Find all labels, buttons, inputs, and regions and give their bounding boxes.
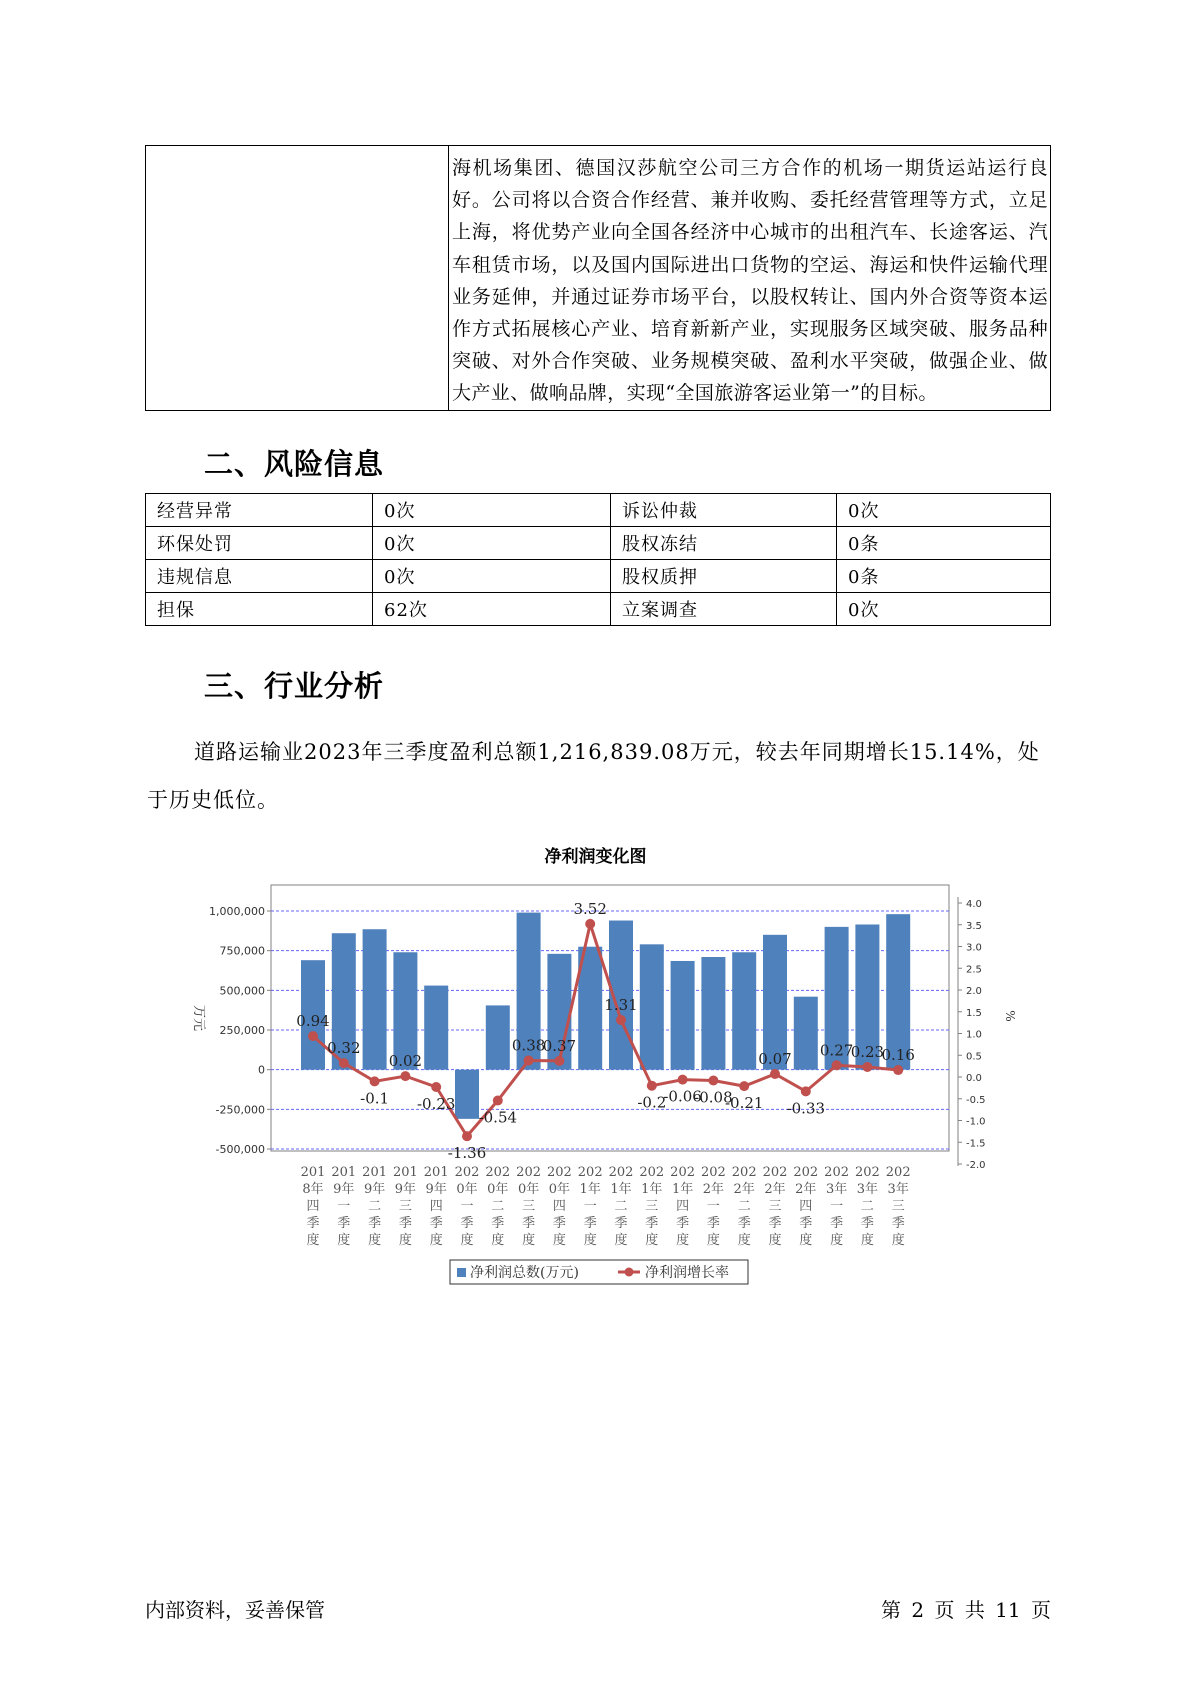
risk-value: 0次 <box>837 494 1051 527</box>
growth-point <box>554 1056 564 1066</box>
category-label: 季 <box>522 1216 536 1231</box>
category-label: 0年 <box>487 1182 509 1197</box>
risk-label: 环保处罚 <box>146 527 373 560</box>
category-label: 度 <box>583 1233 597 1248</box>
category-label: 二 <box>860 1199 874 1214</box>
category-label: 2年 <box>702 1182 725 1197</box>
category-label: 2年 <box>795 1182 817 1197</box>
category-label: 一 <box>830 1199 844 1214</box>
bar <box>455 1070 479 1119</box>
right-tick-label: 0.0 <box>966 1073 982 1084</box>
right-tick-label: 2.5 <box>966 964 982 976</box>
category-label: 季 <box>368 1216 382 1231</box>
category-label: 202 <box>824 1165 850 1180</box>
left-tick-label: 1,000,000 <box>209 905 265 918</box>
data-label: 3.52 <box>573 899 607 918</box>
category-label: 202 <box>700 1165 726 1180</box>
category-label: 度 <box>799 1233 813 1248</box>
category-label: 1年 <box>579 1182 601 1197</box>
category-label: 0年 <box>456 1182 478 1197</box>
category-label: 度 <box>337 1233 351 1248</box>
category-label: 季 <box>552 1216 566 1231</box>
category-label: 202 <box>608 1165 634 1180</box>
risk-value: 0次 <box>373 494 611 527</box>
growth-point <box>647 1081 657 1091</box>
intro-text: 海机场集团、德国汉莎航空公司三方合作的机场一期货运站运行良好。公司将以合资合作经营、兼并收购、委托经营管理等方式，立足上海，将优势产业向全国各经济中心城市的出租汽车、长途客运、汽车租赁市场，以及国内国际进出口货物的空运、海运和快件运输代理业务延伸，并通过证券市场平台，以股权转让、国内外合资等资本运作方式拓展核心产业、培育新新产业，实现服务区域突破、服务品种突破、对外合作突破、业务规模突破、盈利水平突破，做强企业、做大产业、做响品牌，实现“全国旅游客运业第一”的目标。 <box>452 157 1048 405</box>
category-label: 201 <box>300 1165 326 1180</box>
growth-point <box>524 1055 534 1065</box>
right-tick-label: 4.0 <box>966 899 982 910</box>
category-label: 度 <box>429 1233 443 1248</box>
category-label: 二 <box>368 1199 382 1214</box>
data-label: -0.1 <box>360 1089 390 1108</box>
category-label: 度 <box>614 1233 628 1248</box>
legend-line-label: 净利润增长率 <box>645 1265 729 1281</box>
category-label: 202 <box>454 1165 480 1180</box>
category-label: 度 <box>398 1233 412 1248</box>
category-label: 度 <box>491 1233 505 1248</box>
risk-label: 担保 <box>146 593 373 626</box>
data-label: -0.08 <box>694 1088 733 1107</box>
data-label: 0.37 <box>542 1036 577 1055</box>
risk-label: 股权质押 <box>611 560 837 593</box>
industry-paragraph: 道路运输业2023年三季度盈利总额1,216,839.08万元，较去年同期增长15.14%，处于历史低位。 <box>147 740 1040 812</box>
category-label: 三 <box>398 1199 412 1214</box>
data-label: -0.33 <box>786 1099 826 1118</box>
bar <box>671 961 695 1070</box>
risk-value: 62次 <box>373 593 611 626</box>
category-label: 二 <box>491 1199 505 1214</box>
category-label: 一 <box>706 1199 720 1214</box>
intro-label-cell <box>146 146 449 411</box>
category-label: 季 <box>830 1216 844 1231</box>
table-row <box>146 560 1051 593</box>
category-label: 202 <box>731 1165 757 1180</box>
category-label: 度 <box>891 1233 905 1248</box>
growth-point <box>801 1086 811 1096</box>
growth-point <box>370 1076 380 1086</box>
category-label: 季 <box>491 1216 505 1231</box>
chart-title: 净利润变化图 <box>544 847 647 867</box>
left-tick-label: 750,000 <box>219 944 265 958</box>
risk-value: 0次 <box>373 560 611 593</box>
category-label: 季 <box>337 1216 351 1231</box>
table-row <box>146 527 1051 560</box>
category-label: 四 <box>676 1199 690 1214</box>
growth-point <box>462 1131 472 1141</box>
growth-point <box>832 1060 842 1070</box>
industry-heading: 三、行业分析 <box>204 669 385 703</box>
category-label: 度 <box>522 1233 536 1248</box>
left-axis-title: 万元 <box>191 1004 206 1032</box>
left-tick-label: -500,000 <box>215 1143 265 1156</box>
bar <box>363 929 387 1069</box>
growth-point <box>770 1069 780 1079</box>
category-label: 202 <box>577 1165 603 1180</box>
category-label: 季 <box>768 1216 782 1231</box>
growth-point <box>431 1082 441 1092</box>
right-tick-label: 1.5 <box>966 1007 982 1019</box>
category-label: 202 <box>854 1165 880 1180</box>
growth-point <box>339 1058 349 1068</box>
right-tick-label: -1.5 <box>966 1138 986 1150</box>
legend-line-marker <box>625 1268 634 1277</box>
footer-confidential: 内部资料，妥善保管 <box>145 1598 325 1622</box>
right-tick-label: 0.5 <box>966 1051 982 1063</box>
category-label: 度 <box>768 1233 782 1248</box>
category-label: 2年 <box>764 1182 786 1197</box>
data-label: 0.07 <box>758 1049 792 1068</box>
category-label: 202 <box>546 1165 572 1180</box>
risk-label: 股权冻结 <box>611 527 837 560</box>
category-label: 二 <box>737 1199 751 1214</box>
growth-point <box>308 1031 318 1041</box>
category-label: 3年 <box>856 1182 879 1197</box>
data-label: -0.23 <box>416 1095 456 1114</box>
category-label: 度 <box>552 1233 566 1248</box>
data-label: 0.02 <box>388 1052 423 1071</box>
bar <box>486 1005 510 1069</box>
category-label: 1年 <box>641 1182 663 1197</box>
category-label: 度 <box>830 1233 844 1248</box>
category-label: 三 <box>522 1199 536 1214</box>
category-label: 三 <box>768 1199 782 1214</box>
risk-label: 违规信息 <box>146 560 373 593</box>
category-label: 202 <box>485 1165 511 1180</box>
category-label: 1年 <box>610 1182 632 1197</box>
risk-value: 0条 <box>837 560 1051 593</box>
bar <box>794 997 818 1070</box>
right-tick-label: 3.5 <box>966 920 982 932</box>
risk-value: 0次 <box>373 527 611 560</box>
category-label: 202 <box>516 1165 542 1180</box>
category-label: 季 <box>891 1216 905 1231</box>
category-label: 二 <box>614 1199 628 1214</box>
bar <box>732 952 756 1069</box>
right-tick-label: -2.0 <box>966 1160 986 1171</box>
data-label: -0.54 <box>478 1108 518 1127</box>
category-label: 度 <box>460 1233 474 1248</box>
category-label: 季 <box>737 1216 751 1231</box>
category-label: 201 <box>331 1165 357 1180</box>
data-label: -0.06 <box>663 1087 702 1106</box>
category-label: 一 <box>337 1199 351 1214</box>
category-label: 季 <box>799 1216 813 1231</box>
category-label: 三 <box>891 1199 905 1214</box>
category-label: 三 <box>645 1199 659 1214</box>
category-label: 季 <box>614 1216 628 1231</box>
right-axis-title: % <box>1003 1010 1017 1022</box>
category-label: 季 <box>676 1216 690 1231</box>
category-label: 一 <box>583 1199 597 1214</box>
right-tick-label: -0.5 <box>966 1094 986 1106</box>
category-label: 201 <box>362 1165 388 1180</box>
risk-label: 经营异常 <box>146 494 373 527</box>
category-label: 一 <box>460 1199 474 1214</box>
intro-text-cell <box>449 146 1051 411</box>
category-label: 季 <box>429 1216 443 1231</box>
category-label: 度 <box>860 1233 874 1248</box>
data-label: 0.38 <box>511 1036 546 1055</box>
right-tick-label: 2.0 <box>966 986 982 997</box>
right-tick-label: 3.0 <box>966 942 982 954</box>
data-label: 0.94 <box>296 1012 330 1031</box>
category-label: 四 <box>306 1199 320 1214</box>
category-label: 202 <box>670 1165 696 1180</box>
category-label: 四 <box>552 1199 566 1214</box>
category-label: 2年 <box>733 1182 755 1197</box>
bar <box>640 944 664 1069</box>
category-label: 0年 <box>517 1182 540 1197</box>
category-label: 度 <box>306 1233 320 1248</box>
category-label: 201 <box>423 1165 449 1180</box>
data-label: 1.31 <box>604 996 638 1015</box>
category-label: 8年 <box>302 1182 324 1197</box>
legend-bar-swatch <box>457 1268 466 1277</box>
category-label: 202 <box>762 1165 788 1180</box>
growth-point <box>862 1062 872 1072</box>
category-label: 季 <box>460 1216 474 1231</box>
category-label: 度 <box>645 1233 659 1248</box>
company-intro-table <box>145 145 1051 411</box>
growth-point <box>585 919 595 929</box>
category-label: 9年 <box>363 1182 386 1197</box>
category-label: 0年 <box>548 1182 571 1197</box>
category-label: 季 <box>398 1216 412 1231</box>
footer-page-number: 第 2 页 共 11 页 <box>881 1598 1051 1622</box>
category-label: 201 <box>392 1165 418 1180</box>
category-label: 季 <box>860 1216 874 1231</box>
category-label: 3年 <box>887 1182 909 1197</box>
bar <box>701 957 725 1070</box>
data-label: -0.21 <box>724 1094 764 1113</box>
category-label: 3年 <box>825 1182 848 1197</box>
data-label: -0.2 <box>637 1093 667 1112</box>
growth-point <box>708 1075 718 1085</box>
data-label: 0.27 <box>819 1041 854 1060</box>
bar <box>424 986 448 1070</box>
category-label: 四 <box>429 1199 443 1214</box>
left-tick-label: -250,000 <box>215 1103 265 1117</box>
left-tick-label: 500,000 <box>219 984 265 998</box>
category-label: 9年 <box>394 1182 417 1197</box>
risk-value: 0条 <box>837 527 1051 560</box>
category-label: 度 <box>706 1233 720 1248</box>
category-label: 四 <box>799 1199 813 1214</box>
growth-point <box>493 1095 503 1105</box>
category-label: 季 <box>583 1216 597 1231</box>
data-label: 0.23 <box>850 1042 885 1061</box>
risk-table <box>145 493 1051 626</box>
growth-point <box>678 1075 688 1085</box>
category-label: 202 <box>885 1165 911 1180</box>
category-label: 度 <box>676 1233 690 1248</box>
table-row <box>146 593 1051 626</box>
left-tick-label: 250,000 <box>219 1024 265 1037</box>
category-label: 202 <box>793 1165 819 1180</box>
growth-point <box>893 1065 903 1075</box>
growth-point <box>616 1015 626 1025</box>
category-label: 度 <box>368 1233 382 1248</box>
data-label: 0.16 <box>881 1046 915 1065</box>
risk-value: 0次 <box>837 593 1051 626</box>
category-label: 季 <box>706 1216 720 1231</box>
category-label: 季 <box>645 1216 659 1231</box>
category-label: 1年 <box>671 1182 694 1197</box>
data-label: -1.36 <box>447 1144 487 1163</box>
table-row <box>146 494 1051 527</box>
category-label: 度 <box>737 1233 751 1248</box>
right-tick-label: 1.0 <box>966 1029 982 1041</box>
left-tick-label: 0 <box>258 1063 265 1077</box>
net-profit-chart <box>180 868 1020 1288</box>
legend-bar-label: 净利润总数(万元) <box>470 1265 579 1281</box>
risk-label: 诉讼仲裁 <box>611 494 837 527</box>
growth-point <box>400 1071 410 1081</box>
right-tick-label: -1.0 <box>966 1116 986 1128</box>
data-label: 0.32 <box>327 1039 361 1058</box>
growth-point <box>739 1081 749 1091</box>
risk-label: 立案调查 <box>611 593 837 626</box>
category-label: 9年 <box>425 1182 447 1197</box>
category-label: 季 <box>306 1216 320 1231</box>
category-label: 9年 <box>333 1182 355 1197</box>
category-label: 202 <box>639 1165 665 1180</box>
risk-heading: 二、风险信息 <box>204 447 385 481</box>
